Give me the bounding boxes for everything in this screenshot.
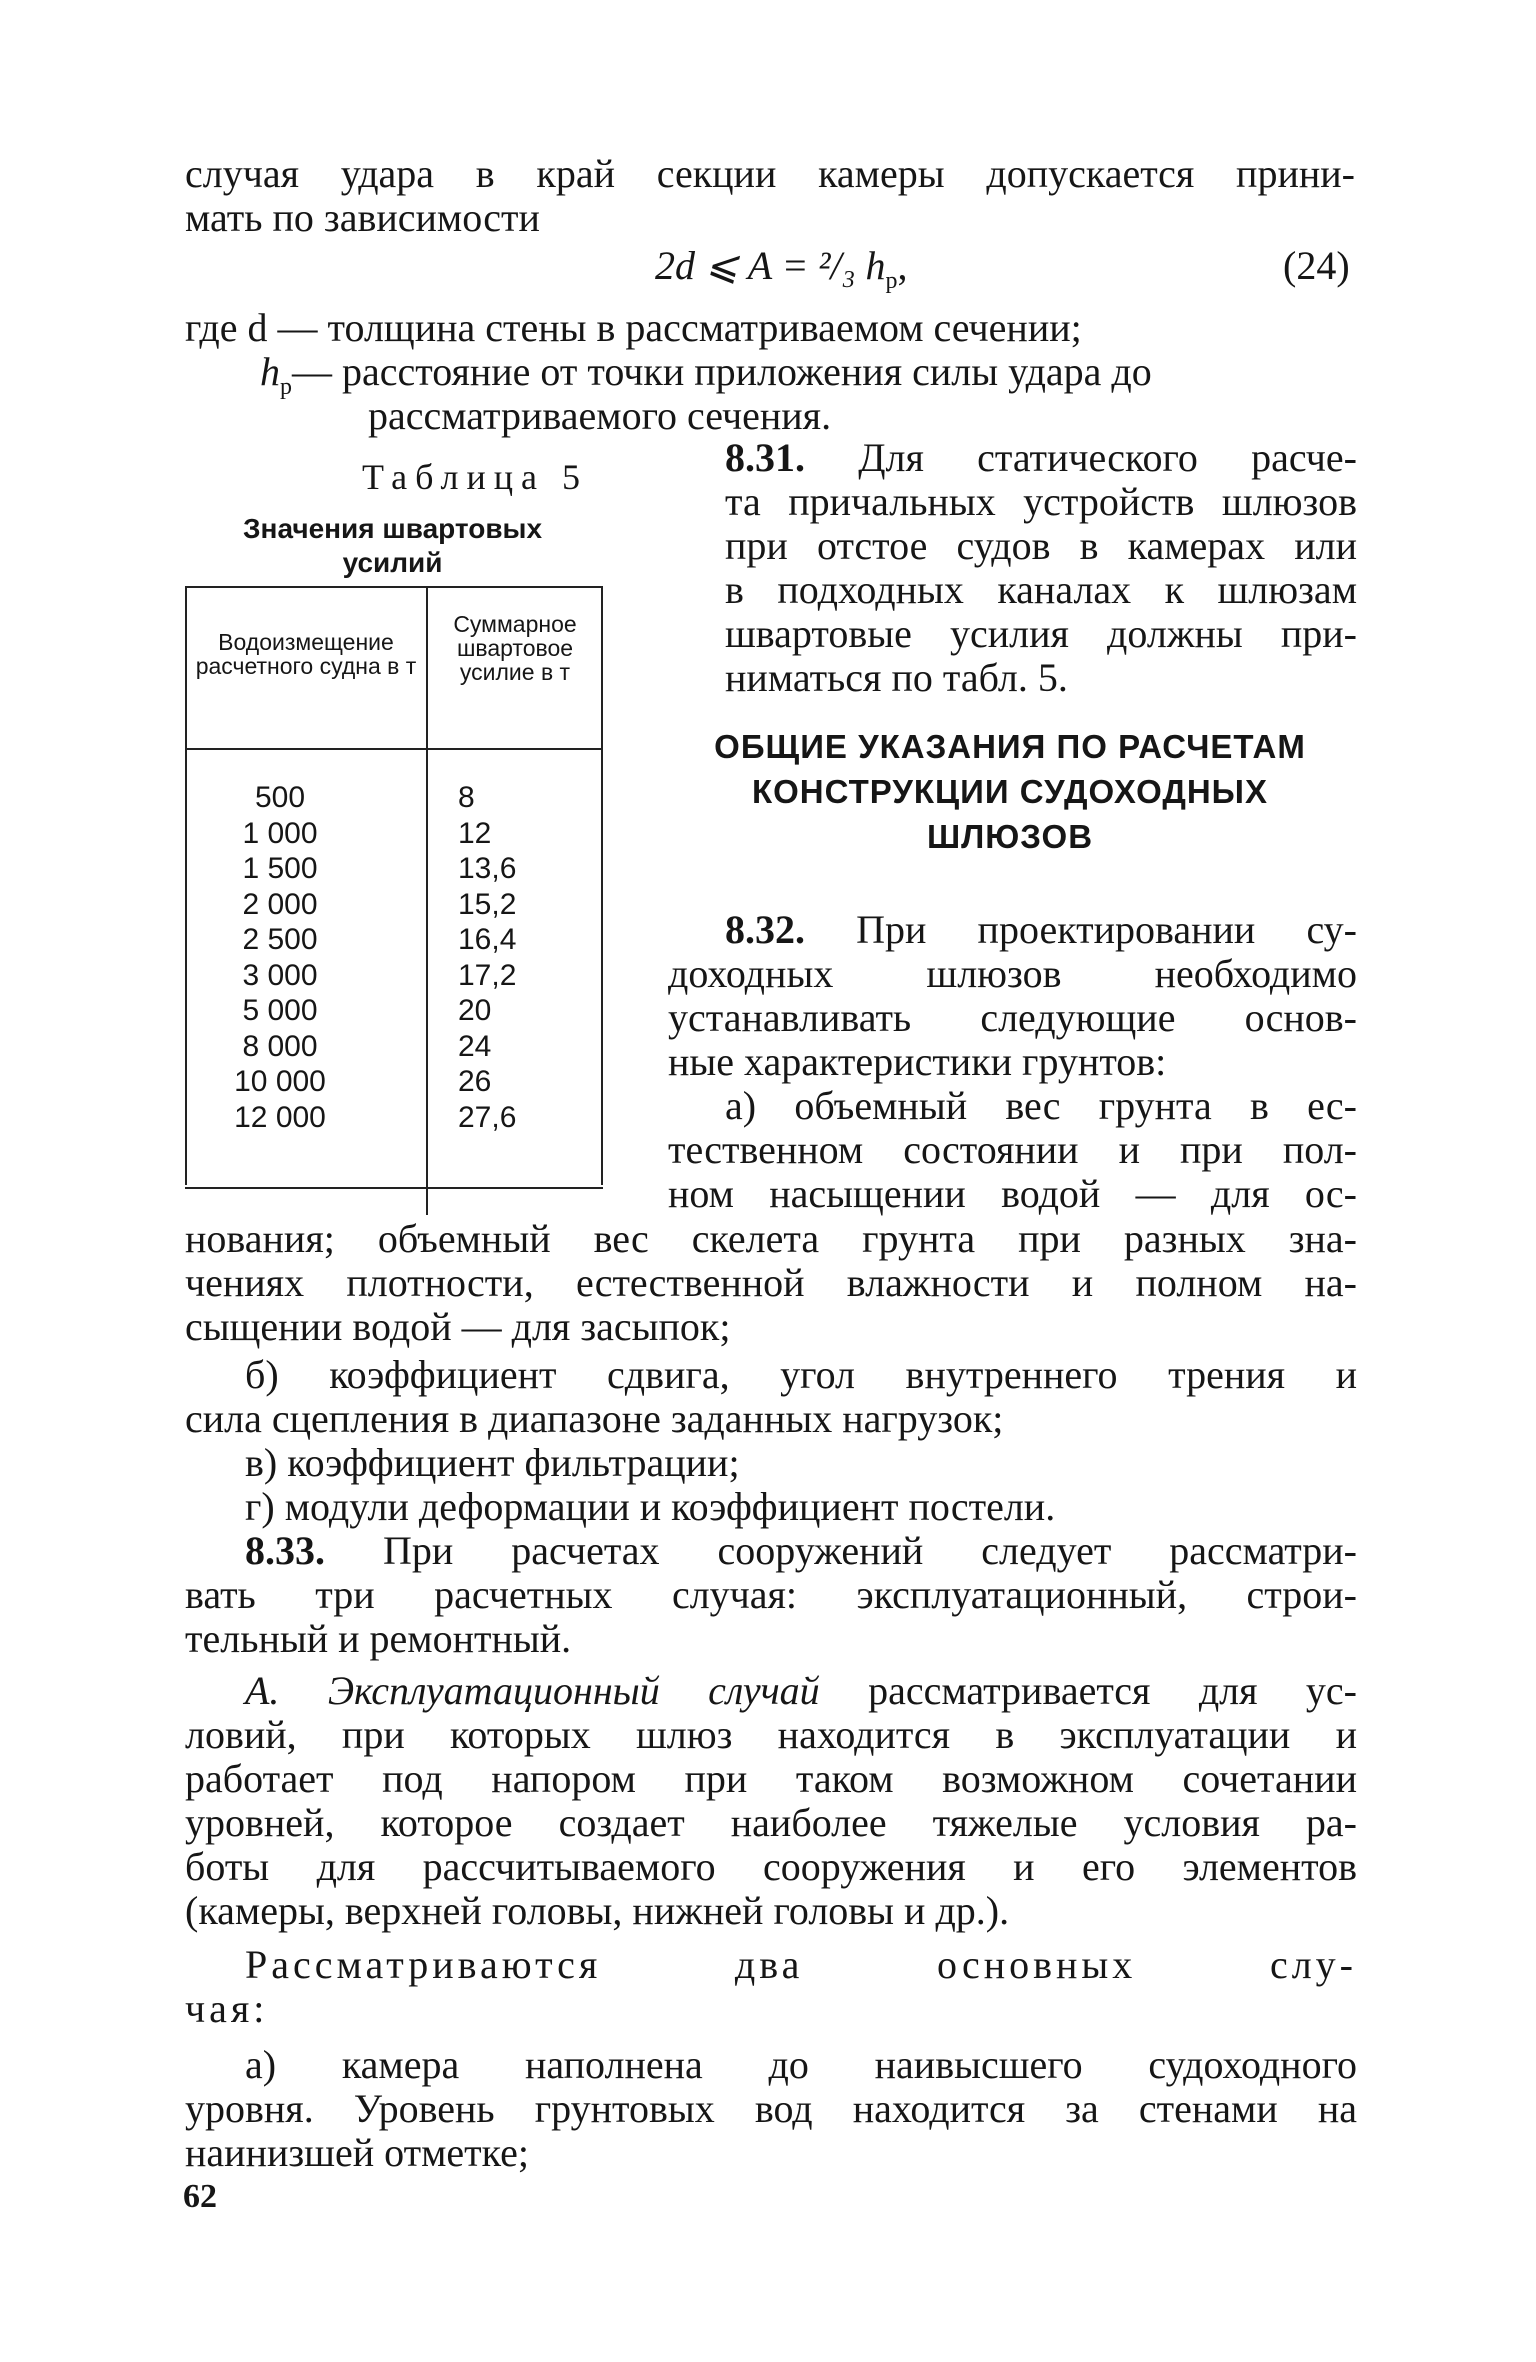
table-cell-displacement: 10 000 xyxy=(234,1065,326,1098)
section-number: 8.33. xyxy=(245,1528,325,1573)
table-cell-force: 17,2 xyxy=(458,959,517,992)
list-item-g: г) модули деформации и коэффициент постели. xyxy=(245,1484,1056,1529)
table-cell-displacement: 3 000 xyxy=(242,959,318,992)
text-fragment: рассматривается для ус- xyxy=(868,1668,1358,1713)
heading-line: КОНСТРУКЦИИ СУДОХОДНЫХ xyxy=(752,773,1268,810)
table-cell-force: 16,4 xyxy=(458,923,517,956)
paragraph-8-33 xyxy=(185,1529,1357,1573)
table-cell-displacement: 1 000 xyxy=(242,817,318,850)
text-line: при отстое судов в камерах или xyxy=(725,523,1357,568)
table-cell-displacement: 5 000 xyxy=(242,994,318,1027)
text-line: ные характеристики грунтов: xyxy=(668,1039,1167,1084)
equation-number: (24) xyxy=(1283,243,1350,288)
text-fragment: При расчетах сооружений следует рассматри- xyxy=(382,1528,1357,1573)
table-top-rule xyxy=(185,586,603,588)
table-cell-force: 8 xyxy=(458,781,475,814)
text-line: случая удара в край секции камеры допускается прини- xyxy=(185,151,1355,196)
table-cell-displacement: 2 000 xyxy=(242,888,318,921)
formula-main: 2d ⩽ A = ²/₃ h xyxy=(655,243,886,288)
text-line: устанавливать следующие основ- xyxy=(668,995,1357,1040)
heading-line: ОБЩИЕ УКАЗАНИЯ ПО РАСЧЕТАМ xyxy=(714,728,1306,765)
text-line: ном насыщении водой — для ос- xyxy=(668,1171,1357,1216)
text-line: уровней, которое создает наиболее тяжелые условия ра- xyxy=(185,1800,1357,1845)
text-line: Рассматриваются два основных слу- xyxy=(245,1942,1357,1987)
table-header-mooring-force: Суммарное швартовое усилие в т xyxy=(453,611,577,685)
formula xyxy=(655,244,908,303)
section-number: 8.31. xyxy=(725,435,805,480)
heading-line: ШЛЮЗОВ xyxy=(926,818,1094,855)
text-line: работает под напором при таком возможном сочетании xyxy=(185,1756,1357,1801)
text-line: швартовые усилия должны при- xyxy=(725,611,1357,656)
text-line: та причальных устройств шлюзов xyxy=(725,479,1357,524)
paragraph-8-31 xyxy=(725,436,1357,700)
text-line: уровня. Уровень грунтовых вод находится за стенами на xyxy=(185,2086,1357,2131)
list-item-a: а) камера наполнена до наивысшего судоходного xyxy=(245,2042,1357,2087)
table-cell-displacement: 8 000 xyxy=(242,1030,318,1063)
table-cell-displacement: 500 xyxy=(254,781,306,814)
table-column-divider xyxy=(426,587,428,1215)
table-bottom-rule xyxy=(185,1187,603,1189)
table-cell-force: 20 xyxy=(458,994,492,1027)
table-cell-force: 12 xyxy=(458,817,492,850)
text-line: а) объемный вес грунта в ес- xyxy=(725,1083,1357,1128)
text-line: рассматриваемого сечения. xyxy=(368,393,832,438)
table-title-line: усилий xyxy=(342,547,443,578)
text-line: мать по зависимости xyxy=(185,195,540,240)
symbol-h: h xyxy=(260,349,280,394)
text-line xyxy=(668,908,1357,952)
symbol-subscript: р xyxy=(280,374,292,400)
text-line: сыщении водой — для засыпок; xyxy=(185,1304,731,1349)
table-title-line: Значения швартовых xyxy=(242,513,543,544)
text-fragment: При проектировании су- xyxy=(856,907,1357,952)
text-line: чая: xyxy=(185,1986,269,2031)
table-cell-displacement: 2 500 xyxy=(242,923,318,956)
text-line: ловий, при которых шлюз находится в эксплуатации и xyxy=(185,1712,1357,1757)
table-cell-force: 15,2 xyxy=(458,888,517,921)
table-header-displacement: Водоизмещение расчетного судна в т xyxy=(195,629,417,679)
text-line: (камеры, верхней головы, нижней головы и др.). xyxy=(185,1888,1010,1933)
case-a-title: А. Эксплуатационный случай xyxy=(245,1668,820,1713)
table-caption: Таблица 5 xyxy=(362,457,588,497)
text-line: наинизшей отметке; xyxy=(185,2130,529,2175)
table-cell-displacement: 1 500 xyxy=(242,852,318,885)
formula-comma: , xyxy=(897,243,908,288)
text-line: боты для рассчитываемого сооружения и его элементов xyxy=(185,1844,1357,1889)
paragraph-8-32 xyxy=(668,908,1357,1216)
section-number: 8.32. xyxy=(725,907,805,952)
text-line: где d — толщина стены в рассматриваемом сечении; xyxy=(185,305,1082,350)
text-line: тественном состоянии и при пол- xyxy=(668,1127,1357,1172)
section-heading xyxy=(650,724,1370,859)
definition-text: — расстояние от точки приложения силы удара до xyxy=(292,349,1152,394)
text-line: сила сцепления в диапазоне заданных нагрузок; xyxy=(185,1396,1004,1441)
case-a-first-line xyxy=(185,1669,1357,1713)
text-line xyxy=(725,436,1357,480)
text-line: ниматься по табл. 5. xyxy=(725,655,1068,700)
table-left-border xyxy=(185,587,187,1185)
list-item-v: в) коэффициент фильтрации; xyxy=(245,1440,740,1485)
page-number: 62 xyxy=(183,2178,217,2215)
text-line: в подходных каналах к шлюзам xyxy=(725,567,1357,612)
table-header-rule xyxy=(185,748,603,750)
table-title xyxy=(185,512,600,580)
body-text xyxy=(185,1217,1357,2175)
table-cell-displacement: 12 000 xyxy=(234,1101,326,1134)
formula-subscript: р xyxy=(885,268,898,294)
text-fragment: Для статического расче- xyxy=(858,435,1357,480)
table-cell-force: 27,6 xyxy=(458,1101,517,1134)
table-cell-force: 13,6 xyxy=(458,852,517,885)
text-line: вать три расчетных случая: эксплуатационный, строи- xyxy=(185,1572,1357,1617)
table-cell-force: 24 xyxy=(458,1030,492,1063)
text-line: нования; объемный вес скелета грунта при разных зна- xyxy=(185,1216,1357,1261)
text-line: тельный и ремонтный. xyxy=(185,1616,572,1661)
table-cell-force: 26 xyxy=(458,1065,492,1098)
text-line: доходных шлюзов необходимо xyxy=(668,951,1357,996)
list-item-b: б) коэффициент сдвига, угол внутреннего трения и xyxy=(245,1352,1357,1397)
text-line: чениях плотности, естественной влажности и полном на- xyxy=(185,1260,1357,1305)
